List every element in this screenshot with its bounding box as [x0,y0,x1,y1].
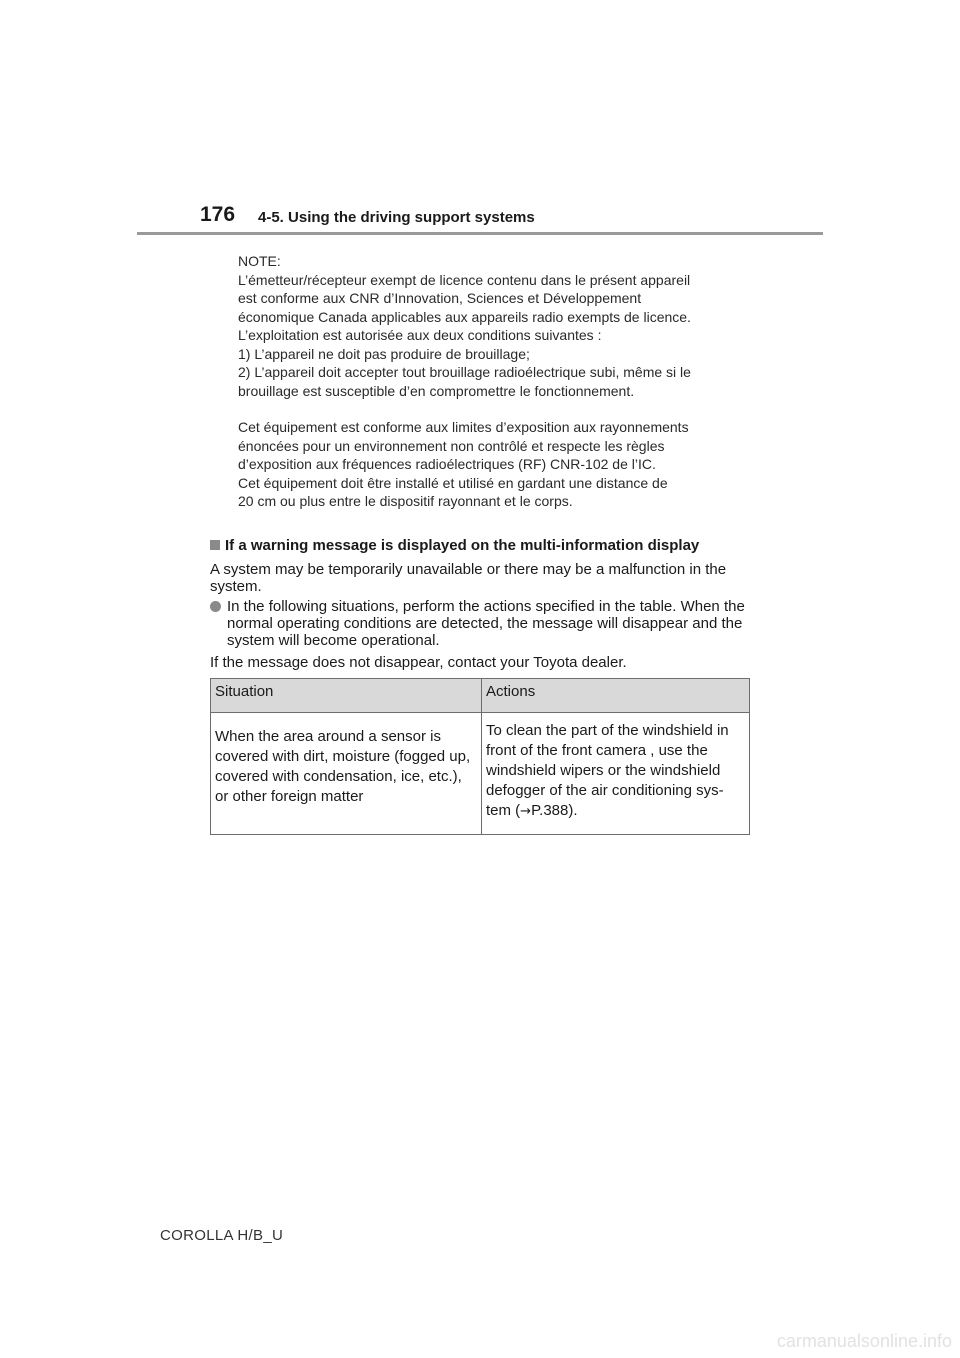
bullet-item [210,598,755,649]
notice-line: Cet équipement doit être installé et utilisé en gardant une distance de [238,474,668,491]
actions-cell [482,713,750,835]
header-divider [137,232,823,235]
section-title: 4-5. Using the driving support systems [258,209,535,226]
subsection-heading [210,537,755,555]
bullet-text: In the following situations, perform the actions specified in the table. When the normal operating conditions are detected, the message will disappear and the system will become operational. [227,598,745,649]
circle-bullet-icon [210,601,221,612]
notice-line: L’émetteur/récepteur exempt de licence contenu dans le présent appareil [238,271,691,288]
notice-line: est conforme aux CNR d’Innovation, Sciences et Développement [238,290,642,306]
notice-line: L’exploitation est autorisée aux deux conditions suivantes : [238,327,602,343]
notice-line: 2) L’appareil doit accepter tout brouillage radioélectrique subi, même si le [238,364,691,380]
table-row [211,713,750,835]
notice-line: 1) L’appareil ne doit pas produire de brouillage; [238,345,530,362]
watermark: carmanualsonline.info [776,1331,952,1351]
notice-label: NOTE: [238,253,281,269]
notice-line: énoncées pour un environnement non contrôlé et respecte les règles [238,437,665,454]
subsection-heading-text: If a warning message is displayed on the multi-information display [225,537,700,554]
notice-line: d’exposition aux fréquences radioélectriques (RF) CNR-102 de l’IC. [238,456,656,472]
notice-line: 20 cm ou plus entre le dispositif rayonnant et le corps. [238,493,573,509]
arrow-right-icon: → [520,804,532,819]
regulatory-notice [238,252,758,511]
body-paragraph: A system may be temporarily unavailable or there may be a malfunction in the system. [210,561,727,595]
situation-cell: When the area around a sensor is covered with dirt, moisture (fogged up, covered with condensation, ice, etc.), or other foreign matter [211,713,482,835]
body-paragraph: If the message does not disappear, contact your Toyota dealer. [210,654,627,671]
page-reference-link[interactable]: P.388). [531,802,578,819]
table-header-row [211,679,750,713]
notice-spacer [238,400,758,418]
notice-line: Cet équipement est conforme aux limites d’exposition aux rayonnements [238,419,689,435]
square-bullet-icon [210,540,220,550]
warning-actions-table [210,678,750,835]
notice-line: économique Canada applicables aux appareils radio exempts de licence. [238,308,691,325]
footer-model: COROLLA H/B_U [160,1227,284,1244]
page-number: 176 [200,203,236,226]
column-header-actions: Actions [482,679,750,713]
notice-line: brouillage est susceptible d’en compromettre le fonctionnement. [238,382,635,399]
page-header [0,0,960,240]
actions-text: To clean the part of the windshield in front of the front camera , use the windshield wipers or the windshield defogger of the air conditioning sys-tem ( [486,722,729,819]
column-header-situation: Situation [211,679,482,713]
main-content [210,537,755,674]
